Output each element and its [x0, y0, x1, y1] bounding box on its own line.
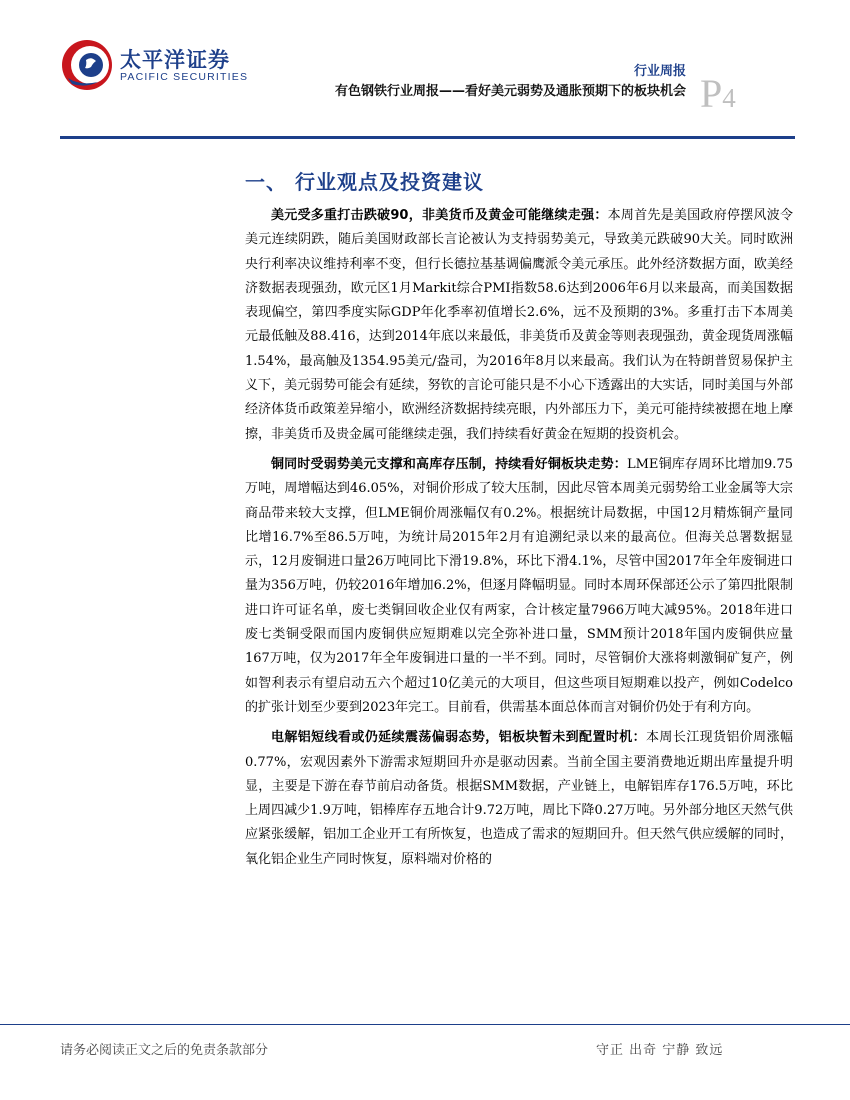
page-number [700, 70, 736, 117]
company-logo [60, 38, 249, 98]
footer-motto: 守正 出奇 宁静 致远 [596, 1043, 724, 1058]
brand-name-cn: 太平洋证券 [120, 48, 230, 72]
paragraph-text: LME铜库存周环比增加9.75万吨，周增幅达到46.05%，对铜价形成了较大压制，因此尽管本周美元弱势给工业金属等大宗商品带来较大支撑，但LME铜价周涨幅仅有0.2%。根据统计局数据，中国12月精炼铜产量同比增16.7%至86.5万吨，为统计局2015年2月有追溯纪录以来的最高位。但海关总署数据显示，12月废铜进口量26万吨同比下滑19.8%，环比下滑4.1%，尽管中国2017年全年废铜进口量为356万吨，仍较2016年增加6.2%，但逐月降幅明显。同时本周环保部还公示了第四批限制进口许可证名单，废七类铜回收企业仅有两家，合计核定量7966万吨大减95%。2018年进口废七类铜受限而国内废铜供应短期难以完全弥补进口量，SMM预计2018年国内废铜供应量167万吨，仅为2017年全年废铜进口量的一半不到。同时，尽管铜价大涨将刺激铜矿复产，例如智利表示有望启动五六个超过10亿美元的大项目，但这些项目短期难以投产，例如Codelco的扩张计划至少要到2023年完工。目前看，供需基本面总体而言对铜价仍处于有利方向。 [245, 456, 793, 715]
section-heading: 一、 行业观点及投资建议 [245, 170, 484, 194]
page-number-digit: 4 [722, 83, 736, 113]
brand-name-en: PACIFIC SECURITIES [120, 71, 249, 83]
page-header [0, 0, 850, 140]
report-type: 行业周报 [633, 64, 686, 79]
paragraph-lead: 电解铝短线看或仍延续震荡偏弱态势，铝板块暂未到配置时机： [271, 730, 647, 746]
page-letter: P [700, 71, 723, 116]
paragraph-lead: 美元受多重打击跌破90，非美货币及黄金可能继续走强： [271, 208, 608, 223]
paragraph-usd-gold [245, 204, 793, 447]
paragraph-text: 本周长江现货铝价周涨幅0.77%，宏观因素外下游需求短期回升亦是驱动因素。当前全国主要消费地近期出库量提升明显，主要是下游在春节前启动备货。根据SMM数据，产业链上，电解铝库存176.5万吨，环比上周四减少1.9万吨，铝棒库存五地合计9.72万吨，周比下降0.27万吨。另外部分地区天然气供应紧张缓解，铝加工企业开工有所恢复，也造成了需求的短期回升。但天然气供应缓解的同时，氧化铝企业生产同时恢复，原料端对价格的 [245, 730, 793, 867]
paragraph-copper [245, 453, 793, 720]
footer-disclaimer: 请务必阅读正文之后的免责条款部分 [60, 1043, 269, 1058]
paragraph-aluminum [245, 726, 793, 872]
pacific-securities-logo-icon [60, 38, 114, 92]
paragraph-text: 本周首先是美国政府停摆风波令美元连续阴跌，随后美国财政部长言论被认为支持弱势美元，导致美元跌破90大关。同时欧洲央行利率决议维持利率不变，但行长德拉基基调偏鹰派令美元承压。此外经济数据方面，欧美经济数据表现强劲，欧元区1月Markit综合PMI指数58.6达到2006年6月以来最高，而美国数据表现偏空，第四季度实际GDP年化季率初值增长2.6%，远不及预期的3%。多重打击下本周美元最低触及88.416，达到2014年底以来最低，非美货币及黄金等则表现强劲，黄金现货周涨幅1.54%，最高触及1354.95美元/盎司，为2016年8月以来最高。我们认为在特朗普贸易保护主义下，美元弱势可能会有延续，努钦的言论可能只是不小心下透露出的大实话，同时美国与外部经济体货币政策差异缩小，欧洲经济数据持续亮眼，内外部压力下，美元可能持续被摁在地上摩擦，非美货币及贵金属可能继续走强，我们持续看好黄金在短期的投资机会。 [245, 208, 793, 442]
report-body [245, 204, 793, 878]
paragraph-lead: 铜同时受弱势美元支撑和高库存压制，持续看好铜板块走势： [271, 456, 627, 472]
header-divider [60, 136, 795, 139]
report-title: 有色钢铁行业周报——看好美元弱势及通胀预期下的板块机会 [334, 84, 686, 99]
footer-divider [0, 1024, 850, 1025]
